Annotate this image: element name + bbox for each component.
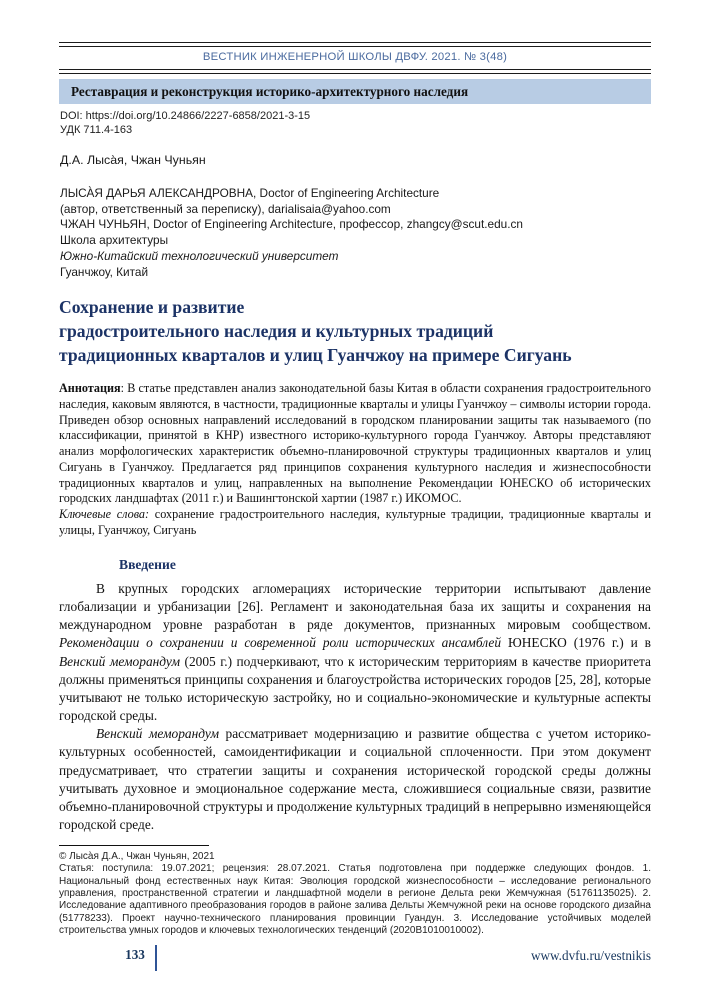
site-link[interactable]: www.dvfu.ru/vestnikis [530,948,651,963]
authors-byline: Д.А. Лыса̀я, Чжан Чуньян [60,153,206,167]
abstract-paragraph [59,381,651,507]
intro-paragraph: В крупных городских агломерациях исторические территории испытывают давление глобализации и урбанизации [26]. Регламент и законодательная база их защиты и сохранения на международном уровне разработан в ряде документов, признанных мировым сообществом. Рекомендации о сохранении и современной роли исторических ансамблей ЮНЕСКО (1976 г.) и в Венский меморандум (2005 г.) подчеркивают, что к историческим территориям в качестве приоритета должны применяться принципы сохранения и благоустройства исторических городов [25, 28], которые учитывают не только историческую застройку, но и социально-экономические и культурные аспекты городской среды. [59,581,651,724]
introduction-heading: Введение [119,557,176,572]
intro-paragraph: Венский меморандум рассматривает модернизацию и развитие общества с учетом историко-культурных особенностей, самоидентификации и социальной сплоченности. При этом документ предусматривает, что стратегии защиты и сохранения исторической городской среды должны учитывать духовное и эмоциональное содержание места, сложившиеся социальные связи, развитие объемно-планировочной структуры и продолжение культурных традиций в непрерывно изменяющейся городской среде. [59,726,651,833]
abstract-label: Аннотация [59,381,121,395]
keywords-text: сохранение градостроительного наследия, культурные традиции, традиционные кварталы и улицы, Гуанчжоу, Сигуань [59,507,651,537]
doi-link[interactable]: DOI: https://doi.org/10.24866/2227-6858/2021-3-15 [60,110,311,122]
article-title [59,295,659,367]
author-location: Гуанчжоу, Китай [60,264,149,279]
udk-code: УДК 711.4-163 [60,124,133,136]
footnote-text: Статья: поступила: 19.07.2021; рецензия: 28.07.2021. Статья подготовлена при поддержке следующих фондов. 1. Национальный фонд естественных наук Китая: Эволюция городской жизнеспособности – исследование регионального управления, пространственной стратегии и ландшафтной модели в регионе Дельта реки Жемчужная (51761135025). 2. Исследование адаптивного преобразования городов в районе залива Дельты Жемчужной реки на основе городского дизайна (51778233). Проект научно-технического планирования провинции Гуандун. 3. Исследование устойчивых моделей строительства умных городов и ключевых технологических тенденций (2020B1010010002). [59,863,651,937]
footer-divider [155,945,157,971]
abstract-text: : В статье представлен анализ законодательной базы Китая в области сохранения градостроительного наследия, каковым являются, в частности, традиционные кварталы и улицы Гуанчжоу – символы истории города. Приведен обзор основных направлений исследований в городском планировании защиты так называемого (по классификации, принятой в КНР) известного историко-культурного города Гуанчжоу. Авторы представляют анализ морфологических характеристик объемно-планировочной структуры традиционных кварталов и улиц Сигуань в Гуанчжоу. Предлагается ряд принципов сохранения культурного наследия и жизнеспособности традиционных кварталов и улиц, направленных на выполнение Рекомендации ЮНЕСКО об исторических городских ландшафтах (2011 г.) и Вашингтонской хартии (1987 г.) ИКОМОС. [59,381,651,506]
author-info-line: (автор, ответственный за переписку), darialisaia@yahoo.com [60,201,391,216]
header-top-rule [59,42,651,47]
keywords-label: Ключевые слова: [59,507,150,521]
abstract-section [59,381,651,539]
author-info-line: ЛЫСА̀Я ДАРЬЯ АЛЕКСАНДРОВНА, Doctor of Engineering Architecture [60,186,440,200]
author-info-line: ЧЖАН ЧУНЬЯН, Doctor of Engineering Architecture, профессор, zhangcy@scut.edu.cn [60,217,523,232]
article-title-line: традиционных кварталов и улиц Гуанчжоу на примере Сигуань [59,345,572,365]
journal-title: ВЕСТНИК ИНЖЕНЕРНОЙ ШКОЛЫ ДВФУ. 2021. № 3(48) [202,51,508,63]
footnote-section [59,851,651,937]
author-affiliation: Южно-Китайский технологический университет [60,248,339,263]
article-title-line: Сохранение и развитие [59,297,245,317]
section-bar: Реставрация и реконструкция историко-архитектурного наследия [59,79,651,104]
keywords-paragraph [59,507,651,539]
author-info-line: Школа архитектуры [60,233,169,248]
author-info-block [60,186,652,280]
footnote-rule [59,845,209,846]
article-title-line: градостроительного наследия и культурных традиций [59,321,494,341]
introduction-body [59,580,651,834]
page-number: 133 [125,947,145,962]
copyright-line: © Лыса̀я Д.А., Чжан Чуньян, 2021 [59,851,215,862]
header-bottom-rule [59,69,651,74]
